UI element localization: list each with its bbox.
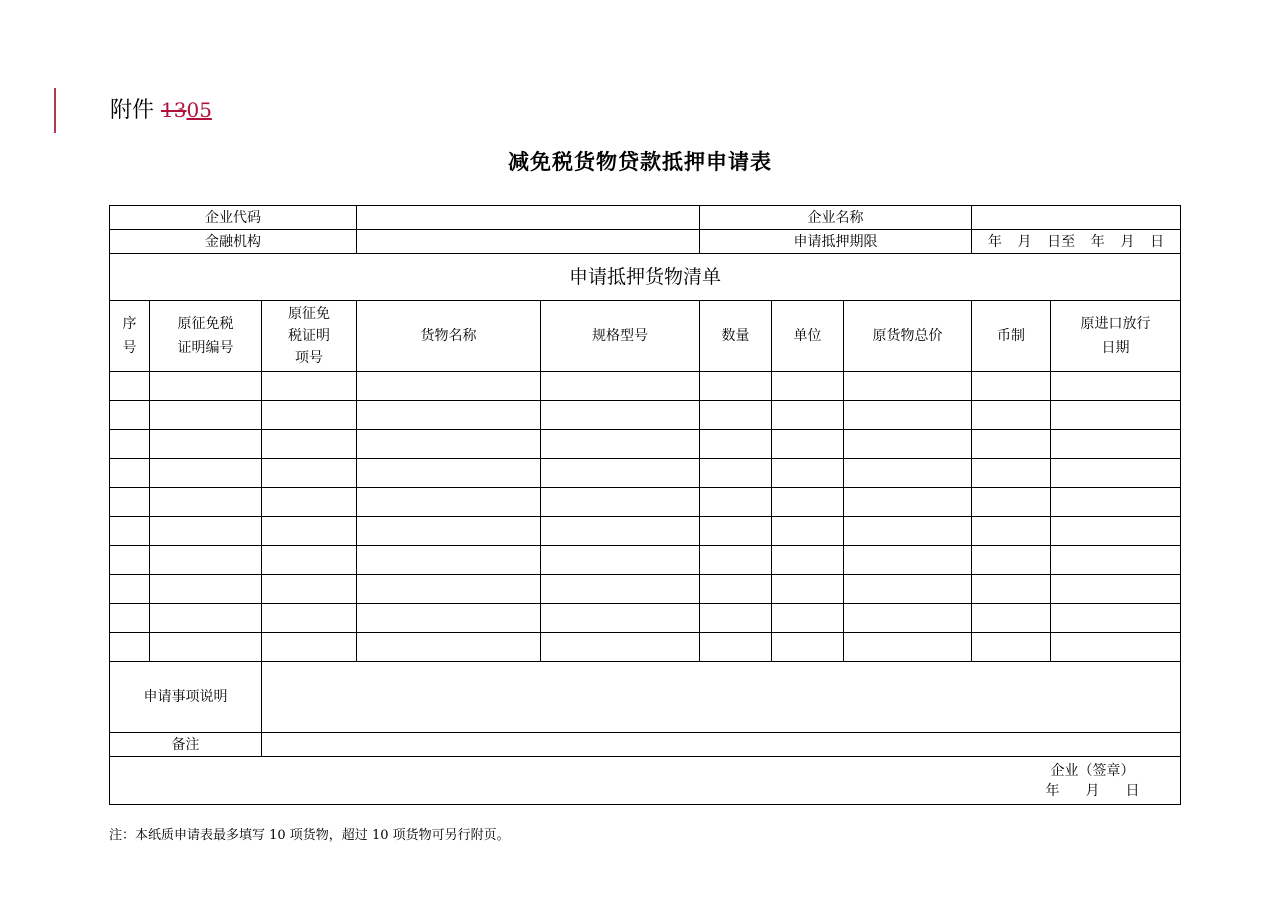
table-row <box>110 604 1181 633</box>
table-cell[interactable] <box>772 604 844 633</box>
table-cell[interactable] <box>972 459 1051 488</box>
period-end-year: 年 <box>1090 233 1105 250</box>
table-cell[interactable] <box>844 372 972 401</box>
table-cell[interactable] <box>150 488 262 517</box>
remark-label: 备注 <box>110 733 262 757</box>
table-cell[interactable] <box>772 575 844 604</box>
table-cell[interactable] <box>357 633 541 662</box>
company-code-label: 企业代码 <box>110 206 357 230</box>
bank-field[interactable] <box>357 230 700 254</box>
remark-field[interactable] <box>262 733 1181 757</box>
table-cell[interactable] <box>700 430 772 459</box>
footnote: 注：本纸质申请表最多填写 10 项货物，超过 10 项货物可另行附页。 <box>109 828 510 843</box>
table-cell[interactable] <box>262 517 357 546</box>
table-cell[interactable] <box>150 546 262 575</box>
table-cell[interactable] <box>110 430 150 459</box>
table-cell[interactable] <box>844 575 972 604</box>
period-end-day: 日 <box>1150 233 1165 250</box>
table-cell[interactable] <box>541 633 700 662</box>
table-cell[interactable] <box>541 430 700 459</box>
table-cell[interactable] <box>700 401 772 430</box>
signature-year: 年 <box>1045 782 1060 799</box>
col-header-currency: 币制 <box>972 301 1051 372</box>
table-row <box>110 517 1181 546</box>
period-start-day-to: 日至 <box>1047 233 1076 250</box>
signature-row <box>110 757 1181 805</box>
table-cell[interactable] <box>262 401 357 430</box>
table-cell[interactable] <box>541 488 700 517</box>
table-cell[interactable] <box>972 575 1051 604</box>
table-cell[interactable] <box>772 488 844 517</box>
col-header-release-date: 原进口放行日期 <box>1051 301 1181 372</box>
remark-row <box>110 733 1181 757</box>
table-cell[interactable] <box>357 401 541 430</box>
table-cell[interactable] <box>110 401 150 430</box>
table-cell[interactable] <box>357 488 541 517</box>
table-cell[interactable] <box>972 430 1051 459</box>
bank-label: 金融机构 <box>110 230 357 254</box>
table-cell[interactable] <box>110 604 150 633</box>
table-cell[interactable] <box>772 633 844 662</box>
form-row-bank <box>110 230 1181 254</box>
table-cell[interactable] <box>262 546 357 575</box>
table-cell[interactable] <box>972 372 1051 401</box>
table-cell[interactable] <box>110 459 150 488</box>
table-cell[interactable] <box>1051 488 1181 517</box>
table-cell[interactable] <box>1051 401 1181 430</box>
table-cell[interactable] <box>700 488 772 517</box>
col-header-cert-item: 原征免税证明项号 <box>262 301 357 372</box>
table-cell[interactable] <box>844 517 972 546</box>
col-header-quantity: 数量 <box>700 301 772 372</box>
period-label: 申请抵押期限 <box>700 230 972 254</box>
table-cell[interactable] <box>150 575 262 604</box>
application-note-field[interactable] <box>262 662 1181 733</box>
signature-date <box>1005 781 1180 801</box>
application-form <box>109 205 1181 805</box>
application-note-row <box>110 662 1181 733</box>
col-header-seq: 序号 <box>110 301 150 372</box>
signature-day: 日 <box>1125 782 1140 799</box>
table-cell[interactable] <box>110 488 150 517</box>
table-row <box>110 430 1181 459</box>
table-cell[interactable] <box>150 517 262 546</box>
table-cell[interactable] <box>972 604 1051 633</box>
table-cell[interactable] <box>150 401 262 430</box>
table-row <box>110 488 1181 517</box>
col-header-cert-no: 原征免税证明编号 <box>150 301 262 372</box>
table-cell[interactable] <box>541 401 700 430</box>
table-cell[interactable] <box>262 633 357 662</box>
table-row <box>110 459 1181 488</box>
table-cell[interactable] <box>1051 575 1181 604</box>
table-row <box>110 546 1181 575</box>
table-cell[interactable] <box>110 546 150 575</box>
period-end-month: 月 <box>1120 233 1135 250</box>
table-cell[interactable] <box>972 517 1051 546</box>
period-start-year: 年 <box>987 233 1002 250</box>
page-title: 减免税货物贷款抵押申请表 <box>508 149 772 174</box>
table-cell[interactable] <box>110 575 150 604</box>
table-cell[interactable] <box>1051 517 1181 546</box>
table-cell[interactable] <box>700 546 772 575</box>
table-cell[interactable] <box>1051 430 1181 459</box>
table-cell[interactable] <box>972 546 1051 575</box>
table-cell[interactable] <box>772 459 844 488</box>
table-cell[interactable] <box>700 633 772 662</box>
table-row <box>110 575 1181 604</box>
table-cell[interactable] <box>357 575 541 604</box>
table-cell[interactable] <box>1051 459 1181 488</box>
table-cell[interactable] <box>844 546 972 575</box>
signature-month: 月 <box>1085 782 1100 799</box>
table-cell[interactable] <box>262 459 357 488</box>
table-cell[interactable] <box>262 488 357 517</box>
signature-label: 企业（签章） <box>1050 762 1135 779</box>
col-header-unit: 单位 <box>772 301 844 372</box>
attachment-label <box>110 96 212 125</box>
table-cell[interactable] <box>541 372 700 401</box>
col-header-goods-name: 货物名称 <box>357 301 541 372</box>
table-cell[interactable] <box>110 517 150 546</box>
col-header-spec: 规格型号 <box>541 301 700 372</box>
table-cell[interactable] <box>150 459 262 488</box>
col-header-total-price: 原货物总价 <box>844 301 972 372</box>
table-cell[interactable] <box>150 372 262 401</box>
table-cell[interactable] <box>772 546 844 575</box>
table-cell[interactable] <box>844 604 972 633</box>
table-cell[interactable] <box>772 372 844 401</box>
table-row <box>110 372 1181 401</box>
table-cell[interactable] <box>700 459 772 488</box>
table-row <box>110 633 1181 662</box>
table-cell[interactable] <box>541 459 700 488</box>
goods-section-row <box>110 254 1181 301</box>
table-cell[interactable] <box>541 575 700 604</box>
company-code-field[interactable] <box>357 206 700 230</box>
table-cell[interactable] <box>357 430 541 459</box>
table-cell[interactable] <box>541 604 700 633</box>
table-cell[interactable] <box>541 517 700 546</box>
table-cell[interactable] <box>357 546 541 575</box>
table-cell[interactable] <box>844 488 972 517</box>
table-cell[interactable] <box>1051 546 1181 575</box>
table-cell[interactable] <box>772 401 844 430</box>
table-cell[interactable] <box>357 604 541 633</box>
table-cell[interactable] <box>110 633 150 662</box>
table-cell[interactable] <box>700 372 772 401</box>
table-cell[interactable] <box>357 372 541 401</box>
period-field[interactable] <box>972 230 1181 254</box>
table-cell[interactable] <box>150 604 262 633</box>
table-cell[interactable] <box>1051 633 1181 662</box>
table-cell[interactable] <box>357 459 541 488</box>
table-cell[interactable] <box>262 575 357 604</box>
table-cell[interactable] <box>972 401 1051 430</box>
company-name-field[interactable] <box>972 206 1181 230</box>
table-row <box>110 401 1181 430</box>
table-cell[interactable] <box>150 430 262 459</box>
attachment-number-deleted: 13 <box>161 98 187 122</box>
signature-block[interactable] <box>110 757 1181 805</box>
attachment-word: 附件 <box>110 98 155 123</box>
table-cell[interactable] <box>262 604 357 633</box>
table-cell[interactable] <box>700 604 772 633</box>
attachment-number-inserted: 05 <box>186 98 212 122</box>
table-cell[interactable] <box>110 372 150 401</box>
table-cell[interactable] <box>1051 372 1181 401</box>
table-cell[interactable] <box>772 517 844 546</box>
table-cell[interactable] <box>541 546 700 575</box>
table-cell[interactable] <box>972 633 1051 662</box>
margin-revision-bar <box>54 88 56 133</box>
table-cell[interactable] <box>150 633 262 662</box>
table-cell[interactable] <box>357 517 541 546</box>
goods-section-title: 申请抵押货物清单 <box>110 254 1181 301</box>
table-cell[interactable] <box>972 488 1051 517</box>
table-cell[interactable] <box>700 517 772 546</box>
period-start-month: 月 <box>1017 233 1032 250</box>
goods-header-row <box>110 301 1181 372</box>
table-cell[interactable] <box>844 633 972 662</box>
company-name-label: 企业名称 <box>700 206 972 230</box>
table-cell[interactable] <box>844 459 972 488</box>
goods-table-body <box>110 372 1181 662</box>
table-cell[interactable] <box>262 372 357 401</box>
table-cell[interactable] <box>700 575 772 604</box>
application-note-label: 申请事项说明 <box>110 662 262 733</box>
table-cell[interactable] <box>262 430 357 459</box>
table-cell[interactable] <box>844 401 972 430</box>
table-cell[interactable] <box>772 430 844 459</box>
table-cell[interactable] <box>844 430 972 459</box>
table-cell[interactable] <box>1051 604 1181 633</box>
form-row-company <box>110 206 1181 230</box>
